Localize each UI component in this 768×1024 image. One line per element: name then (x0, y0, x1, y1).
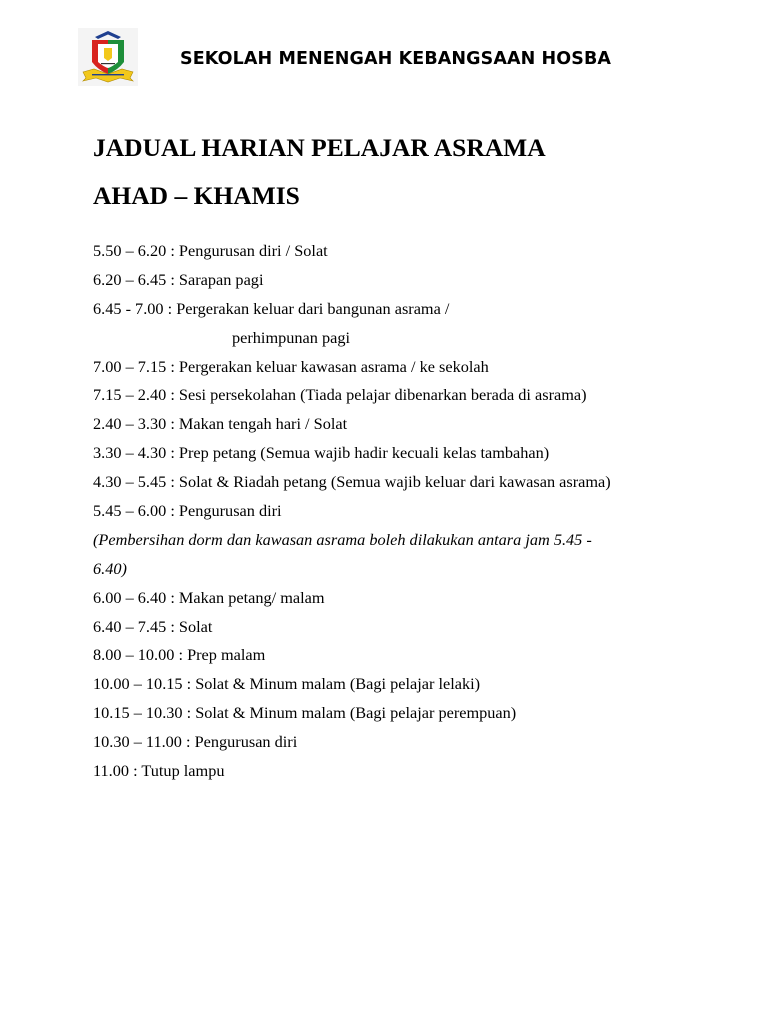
school-name: SEKOLAH MENENGAH KEBANGSAAN HOSBA (180, 49, 612, 69)
schedule-item: 7.15 – 2.40 : Sesi persekolahan (Tiada pelajar dibenarkan berada di asrama) (93, 385, 587, 405)
schedule-item: 5.50 – 6.20 : Pengurusan diri / Solat (93, 241, 328, 260)
schedule-item-continuation: perhimpunan pagi (232, 327, 351, 347)
schedule-item: 6.45 - 7.00 : Pergerakan keluar dari bangunan asrama / (93, 298, 450, 318)
schedule-item: 4.30 – 5.45 : Solat & Riadah petang (Semua wajib keluar dari kawasan asrama) (93, 472, 611, 492)
schedule-item: 6.00 – 6.40 : Makan petang/ malam (93, 587, 325, 607)
page-header (78, 28, 611, 86)
schedule-item: 2.40 – 3.30 : Makan tengah hari / Solat (93, 414, 348, 434)
schedule-item: 5.45 – 6.00 : Pengurusan diri (93, 501, 282, 521)
schedule-item: 10.30 – 11.00 : Pengurusan diri (93, 732, 298, 752)
schedule-item: 10.00 – 10.15 : Solat & Minum malam (Bagi pelajar lelaki) (93, 674, 481, 694)
schedule-item: 11.00 : Tutup lampu (93, 761, 225, 781)
document-subtitle: AHAD – KHAMIS (93, 181, 300, 210)
schedule-item: 8.00 – 10.00 : Prep malam (93, 645, 266, 665)
schedule-item: 7.00 – 7.15 : Pergerakan keluar kawasan asrama / ke sekolah (93, 356, 489, 376)
schedule-item: 6.20 – 6.45 : Sarapan pagi (93, 269, 264, 289)
schedule-item: 6.40 – 7.45 : Solat (93, 616, 213, 636)
school-logo (78, 28, 138, 86)
schedule-note-continuation: 6.40) (93, 558, 127, 578)
schedule-list (93, 237, 611, 786)
schedule-item: 10.15 – 10.30 : Solat & Minum malam (Bagi pelajar perempuan) (93, 703, 517, 723)
schedule-note: (Pembersihan dorm dan kawasan asrama boleh dilakukan antara jam 5.45 - (93, 529, 592, 549)
document-title: JADUAL HARIAN PELAJAR ASRAMA (93, 133, 546, 162)
schedule-item: 3.30 – 4.30 : Prep petang (Semua wajib hadir kecuali kelas tambahan) (93, 443, 550, 463)
